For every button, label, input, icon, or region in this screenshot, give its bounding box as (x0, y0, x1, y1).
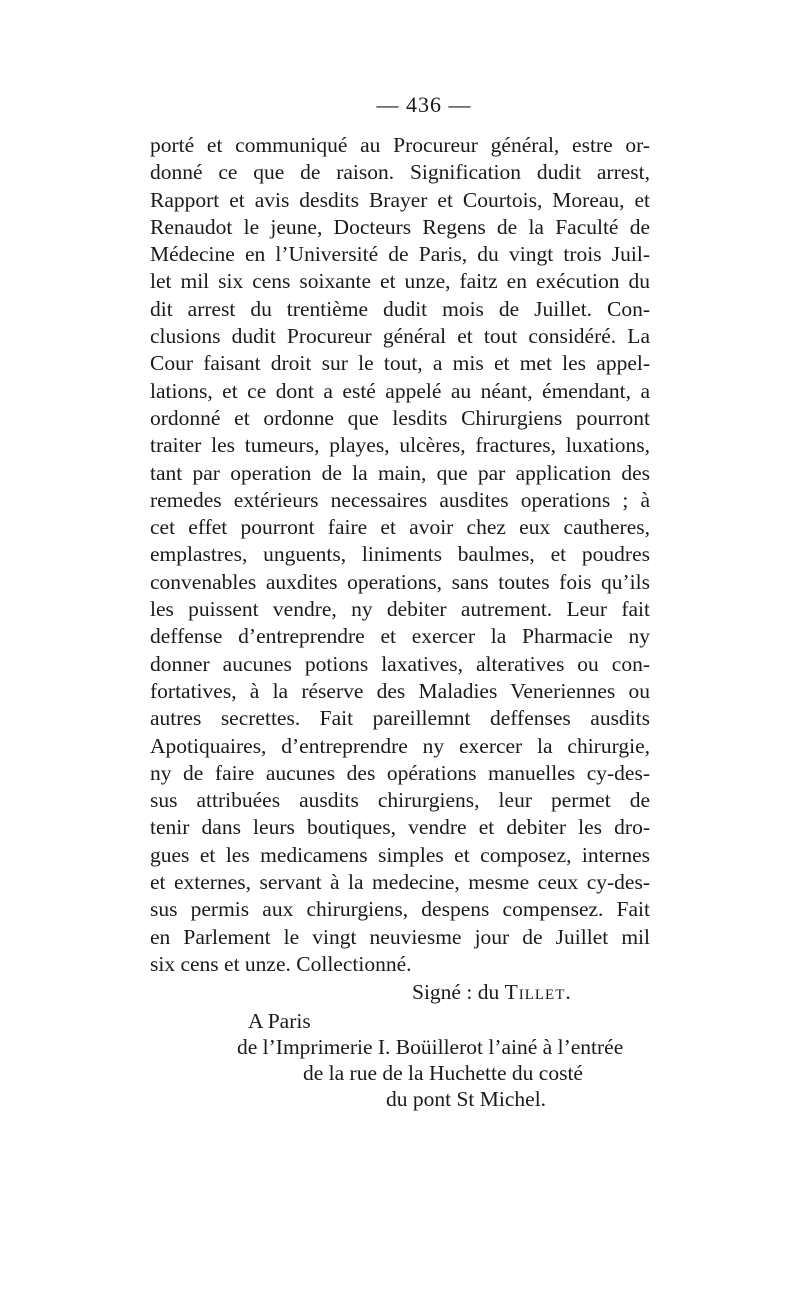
body-line: et externes, servant à la medecine, mesme ceux cy-des- (150, 870, 650, 895)
body-line: donné ce que de raison. Signification dudit arrest, (150, 160, 650, 185)
body-line: dit arrest du trentième dudit mois de Juillet. Con- (150, 296, 650, 321)
body-line: tenir dans leurs boutiques, vendre et debiter les dro- (150, 815, 650, 840)
body-line: Médecine en l’Université de Paris, du vingt trois Juil- (150, 242, 650, 267)
document-page (150, 92, 650, 1112)
body-line: sus permis aux chirurgiens, despens compensez. Fait (150, 897, 650, 922)
body-line: Cour faisant droit sur le tout, a mis et met les appel- (150, 351, 650, 376)
body-line: ordonné et ordonne que lesdits Chirurgiens pourront (150, 405, 650, 430)
body-line: les puissent vendre, ny debiter autrement. Leur fait (150, 597, 650, 622)
body-line: six cens et unze. Collectionné. (150, 951, 412, 976)
body-line: fortatives, à la réserve des Maladies Veneriennes ou (150, 678, 650, 703)
body-line: remedes extérieurs necessaires ausdites operations ; à (150, 487, 650, 512)
signature-suffix: . (565, 980, 571, 1005)
body-line: ny de faire aucunes des opérations manuelles cy-des- (150, 760, 650, 785)
body-line: emplastres, unguents, liniments baulmes, et poudres (150, 542, 650, 567)
body-line: let mil six cens soixante et unze, faitz en exécution du (150, 269, 650, 294)
body-line: lations, et ce dont a esté appelé au néant, émendant, a (150, 378, 650, 403)
body-line: gues et les medicamens simples et composez, internes (150, 842, 650, 867)
signature (150, 979, 650, 1006)
body-line: cet effet pourront faire et avoir chez eux cautheres, (150, 515, 650, 540)
signature-prefix: Signé : du (412, 980, 505, 1005)
imprint-street: de la rue de la Huchette du costé (303, 1061, 583, 1086)
body-line: Apotiquaires, d’entreprendre ny exercer la chirurgie, (150, 733, 650, 758)
body-line: tant par operation de la main, que par application des (150, 460, 650, 485)
body-line: Renaudot le jeune, Docteurs Regens de la Faculté de (150, 214, 650, 239)
body-line: clusions dudit Procureur général et tout considéré. La (150, 324, 650, 349)
body-line: porté et communiqué au Procureur général, estre or- (150, 133, 650, 157)
body-text (150, 132, 650, 978)
imprint (150, 1008, 650, 1112)
body-line: autres secrettes. Fait pareillemnt deffenses ausdits (150, 706, 650, 731)
body-line: deffense d’entreprendre et exercer la Pharmacie ny (150, 624, 650, 649)
imprint-city: A Paris (248, 1009, 311, 1034)
body-line: traiter les tumeurs, playes, ulcères, fractures, luxations, (150, 433, 650, 458)
body-line: sus attribuées ausdits chirurgiens, leur permet de (150, 788, 650, 813)
imprint-printer: de l’Imprimerie I. Boüillerot l’ainé à l’entrée (237, 1035, 624, 1060)
signature-name: Tillet (504, 980, 566, 1005)
body-line: en Parlement le vingt neuviesme jour de Juillet mil (150, 924, 650, 949)
page-number: — 436 — (376, 92, 472, 117)
imprint-location: du pont St Michel. (386, 1087, 547, 1112)
body-line: convenables auxdites operations, sans toutes fois qu’ils (150, 569, 650, 594)
body-line: donner aucunes potions laxatives, alteratives ou con- (150, 651, 650, 676)
body-line: Rapport et avis desdits Brayer et Courtois, Moreau, et (150, 187, 650, 212)
